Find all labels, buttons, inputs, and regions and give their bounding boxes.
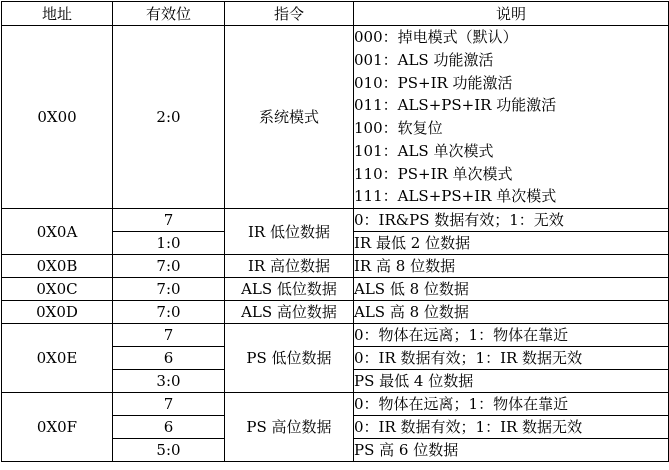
command-cell: PS 高位数据 xyxy=(225,393,354,462)
address-cell: 0X0E xyxy=(2,324,113,393)
bits-cell: 2:0 xyxy=(113,26,225,209)
command-cell: ALS 高位数据 xyxy=(225,301,354,324)
description-cell: 0：IR 数据有效；1：IR 数据无效 xyxy=(354,416,669,439)
bits-cell: 1:0 xyxy=(113,232,225,255)
description-cell: 0：IR&PS 数据有效；1：无效 xyxy=(354,209,669,232)
header-bits: 有效位 xyxy=(113,2,225,26)
register-table-container xyxy=(1,1,669,462)
address-cell: 0X0B xyxy=(2,255,113,278)
bits-cell: 3:0 xyxy=(113,370,225,393)
bits-cell: 7 xyxy=(113,209,225,232)
address-cell: 0X0F xyxy=(2,393,113,462)
table-row xyxy=(2,278,669,301)
description-line: 010：PS+IR 功能激活 xyxy=(354,73,513,92)
description-cell: ALS 高 8 位数据 xyxy=(354,301,669,324)
bits-cell: 7 xyxy=(113,324,225,347)
bits-cell: 7 xyxy=(113,393,225,416)
bits-cell: 5:0 xyxy=(113,439,225,462)
bits-cell: 6 xyxy=(113,347,225,370)
description-line: 011：ALS+PS+IR 功能激活 xyxy=(354,96,557,115)
table-row xyxy=(2,26,669,209)
description-cell: IR 高 8 位数据 xyxy=(354,255,669,278)
table-header-row xyxy=(2,2,669,26)
description-cell: PS 最低 4 位数据 xyxy=(354,370,669,393)
description-cell: PS 高 6 位数据 xyxy=(354,439,669,462)
table-row xyxy=(2,393,669,416)
description-cell: ALS 低 8 位数据 xyxy=(354,278,669,301)
description-line: 101：ALS 单次模式 xyxy=(354,141,494,160)
header-command: 指令 xyxy=(225,2,354,26)
description-line: 100：软复位 xyxy=(354,119,443,137)
bits-cell: 7:0 xyxy=(113,278,225,301)
table-row xyxy=(2,324,669,347)
description-cell: IR 最低 2 位数据 xyxy=(354,232,669,255)
bits-cell: 7:0 xyxy=(113,255,225,278)
address-cell: 0X0D xyxy=(2,301,113,324)
description-cell: 0：物体在远离；1：物体在靠近 xyxy=(354,324,669,347)
description-cell: 0：物体在远离；1：物体在靠近 xyxy=(354,393,669,416)
bits-cell: 7:0 xyxy=(113,301,225,324)
address-cell: 0X0C xyxy=(2,278,113,301)
address-cell: 0X00 xyxy=(2,26,113,209)
register-table xyxy=(1,1,669,462)
description-line: 000：掉电模式（默认） xyxy=(354,28,518,46)
table-row xyxy=(2,301,669,324)
description-line: 110：PS+IR 单次模式 xyxy=(354,164,513,183)
description-line: 001：ALS 功能激活 xyxy=(354,50,494,69)
command-cell: IR 高位数据 xyxy=(225,255,354,278)
description-cell: 0：IR 数据有效；1：IR 数据无效 xyxy=(354,347,669,370)
table-row xyxy=(2,255,669,278)
description-line: 111：ALS+PS+IR 单次模式 xyxy=(354,187,557,206)
header-description: 说明 xyxy=(354,2,669,26)
address-cell: 0X0A xyxy=(2,209,113,255)
header-address: 地址 xyxy=(2,2,113,26)
table-row xyxy=(2,209,669,232)
description-cell xyxy=(354,26,669,209)
command-cell: ALS 低位数据 xyxy=(225,278,354,301)
command-cell: IR 低位数据 xyxy=(225,209,354,255)
command-cell: PS 低位数据 xyxy=(225,324,354,393)
command-cell: 系统模式 xyxy=(225,26,354,209)
bits-cell: 6 xyxy=(113,416,225,439)
